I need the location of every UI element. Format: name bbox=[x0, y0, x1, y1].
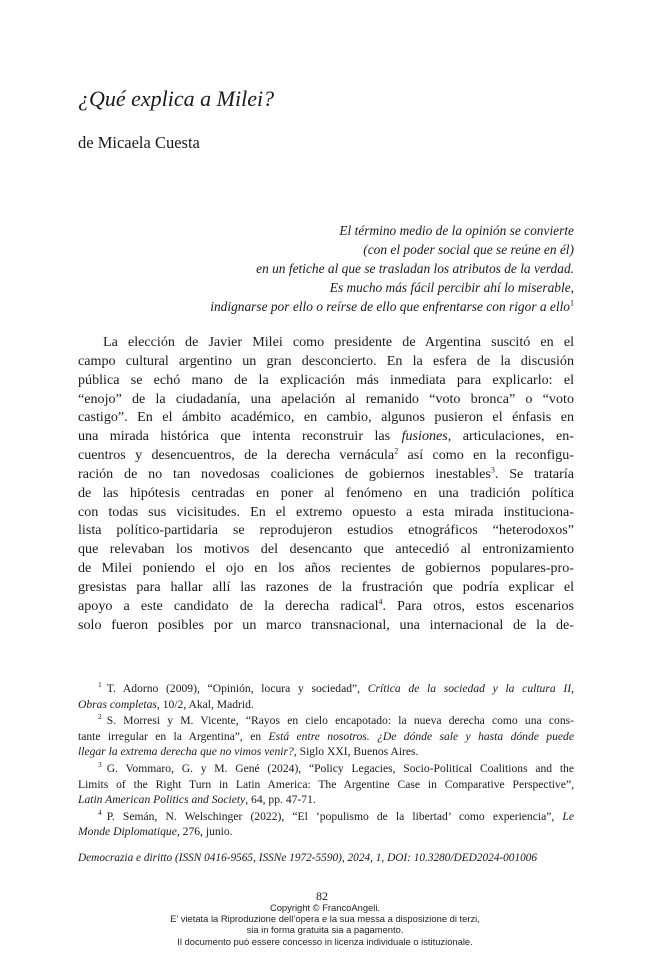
footnote-line: $^3$ G. Vommaro, G. y M. Gené (2024), “Policy Legacies, Socio-Political Coalitions and the bbox=[98, 760, 574, 775]
body-paragraph bbox=[78, 333, 574, 635]
italic-text: Está entre nosotros. ¿De dónde sale y hasta dónde puede bbox=[268, 729, 574, 743]
italic-text: Obras completas bbox=[78, 697, 157, 711]
body-line: con todas sus vicisitudes. En el extremo opuesto a esta mirada instituciona- bbox=[78, 503, 574, 520]
journal-citation: Democrazia e diritto (ISSN 0416-9565, ISSNe 1972-5590), 2024, 1, DOI: 10.3280/DED2024-001006 bbox=[78, 852, 538, 864]
epigraph-line-text: indignarse por ello o reírse de ello que enfrentarse con rigor a ello bbox=[210, 299, 570, 314]
copyright-line: sia in forma gratuita sia a pagamento. bbox=[246, 924, 404, 936]
body-line: apoyo a este candidato de la derecha radical$^4$. Para otros, estos escenarios bbox=[78, 597, 574, 614]
body-line: pública se echó mano de la explicación más inmediata para explicarlo: el bbox=[78, 371, 574, 388]
footnote-line: Monde Diplomatique, 276, junio. bbox=[78, 825, 233, 839]
body-line: lista político-partidaria se reprodujeron estudios etnográficos “heterodoxos” bbox=[78, 522, 574, 539]
body-line: gresistas para hallar allí las razones de la frustración que podría explicar el bbox=[78, 578, 574, 595]
body-line: ración de no tan novedosas coaliciones de gobiernos inestables$^3$. Se trataría bbox=[78, 465, 574, 482]
epigraph-line: en un fetiche al que se trasladan los atributos de la verdad. bbox=[256, 261, 574, 276]
italic-text: Crítica de la sociedad y la cultura II, bbox=[367, 682, 574, 695]
body-line: campo cultural argentino un gran desconcierto. En la esfera de la discusión bbox=[78, 352, 574, 369]
italic-text: llegar la extrema derecha que no vimos venir? bbox=[78, 745, 294, 759]
footnote-ref: 2 bbox=[394, 446, 399, 456]
footnotes bbox=[78, 681, 574, 841]
footnote-number: 3 bbox=[98, 760, 102, 770]
body-line: cuentros y desencuentros, de la derecha vernácula$^2$ así como en la reconfigu- bbox=[78, 446, 574, 464]
body-line: castigo”. En el ámbito académico, en cambio, algunos pusieron el énfasis en bbox=[78, 409, 574, 426]
body-line: de Milei poniendo el ojo en los años recientes de gobiernos populares-pro- bbox=[78, 560, 574, 577]
footnote-line: $^2$ S. Morresi y M. Vicente, “Rayos en cielo encapotado: la nueva derecha como una cons- bbox=[98, 712, 574, 728]
footnote-line: Obras completas, 10/2, Akal, Madrid. bbox=[78, 697, 254, 711]
footnote-number: 1 bbox=[98, 680, 102, 690]
epigraph-line-last bbox=[104, 297, 574, 316]
epigraph-line: El término medio de la opinión se convierte bbox=[339, 223, 574, 238]
epigraph-line: Es mucho más fácil percibir ahí lo miserable, bbox=[329, 280, 574, 295]
copyright-notice bbox=[0, 902, 650, 947]
body-line: que relevaban los motivos del desencanto que antecedió al entronizamiento bbox=[78, 541, 574, 558]
footnote bbox=[78, 681, 574, 712]
body-line: de las hipótesis centradas en poner al fenómeno en una tradición política bbox=[78, 484, 574, 501]
footnote-line: tante irregular en la Argentina”, en Está entre nosotros. ¿De dónde sale y hasta dónde puede bbox=[78, 729, 574, 743]
italic-text: fusiones bbox=[401, 428, 448, 445]
footnote-line: $^1$ T. Adorno (2009), “Opinión, locura y sociedad”, Crítica de la sociedad y la cultura II, bbox=[98, 680, 574, 695]
epigraph-line: (con el poder social que se reúne en él) bbox=[363, 242, 574, 257]
copyright-line: Copyright © FrancoAngeli. bbox=[269, 902, 381, 913]
footnote-line: Limits of the Right Turn in Latin America: The Argentine Case in Comparative Perspective”, bbox=[78, 777, 574, 791]
footnote-line: Latin American Politics and Society, 64, pp. 47-71. bbox=[78, 793, 316, 807]
footnote-ref: 3 bbox=[490, 465, 495, 475]
footnote-number: 4 bbox=[98, 807, 102, 817]
footnote bbox=[78, 809, 574, 840]
footnote bbox=[78, 713, 574, 760]
italic-text: Monde Diplomatique bbox=[78, 825, 177, 839]
body-line: solo fueron posibles por un marco transnacional, una internacional de la de- bbox=[78, 616, 574, 633]
footnote bbox=[78, 761, 574, 808]
article-author: de Micaela Cuesta bbox=[78, 133, 200, 152]
footnote-ref: 1 bbox=[570, 298, 574, 308]
italic-text: Latin American Politics and Society bbox=[78, 793, 246, 807]
page-number: 82 bbox=[316, 889, 328, 903]
body-line: una mirada histórica que intenta reconstruir las fusiones, articulaciones, en- bbox=[78, 428, 575, 445]
copyright-line: Il documento può essere concesso in licenza individuale o istituzionale. bbox=[177, 935, 473, 947]
copyright-line: E’ vietata la Riproduzione dell’opera e la sua messa a disposizione di terzi, bbox=[170, 913, 480, 925]
italic-text: Le bbox=[562, 809, 574, 823]
footnote-number: 2 bbox=[98, 712, 102, 722]
footnote-line: $^4$ P. Semán, N. Welschinger (2022), “El ‘populismo de la libertad’ como experiencia”, Le bbox=[98, 807, 574, 823]
epigraph bbox=[104, 221, 574, 316]
body-line: La elección de Javier Milei como presidente de Argentina suscitó en el bbox=[103, 334, 574, 350]
body-line: “enojo” de la ciudadanía, una apelación al remanido “voto bronca” o “voto bbox=[78, 390, 574, 407]
article-title: ¿Qué explica a Milei? bbox=[78, 86, 275, 111]
footnote-line: llegar la extrema derecha que no vimos venir?, Siglo XXI, Buenos Aires. bbox=[78, 745, 419, 759]
footnote-ref: 4 bbox=[378, 597, 383, 607]
